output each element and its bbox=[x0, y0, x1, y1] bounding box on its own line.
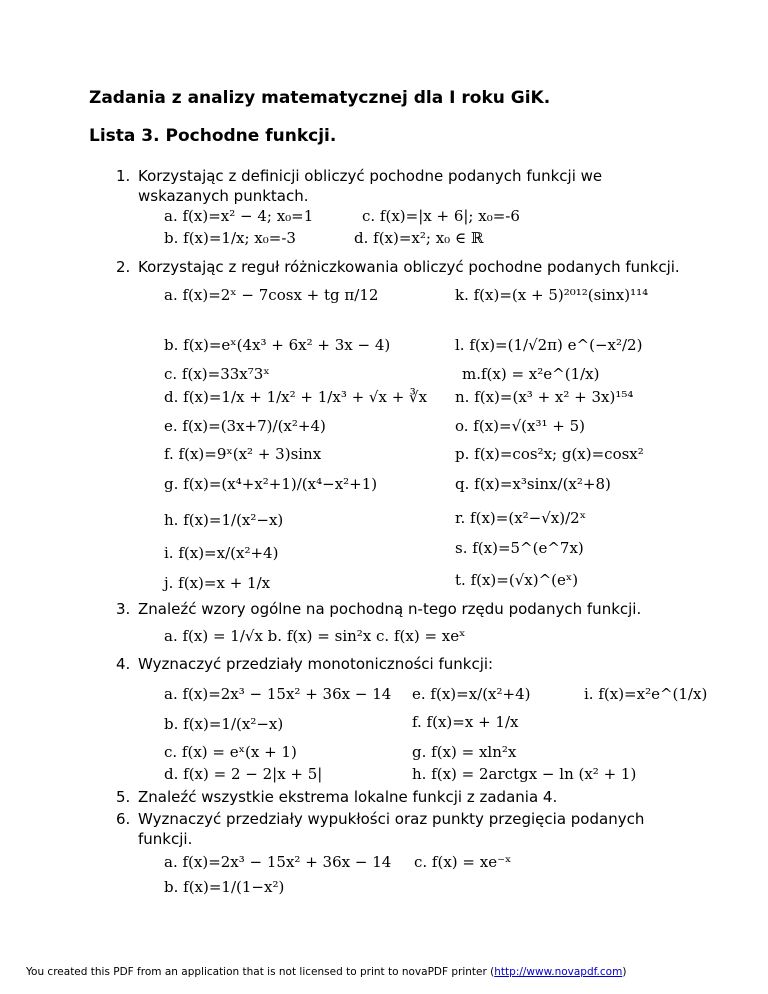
footer-end: ) bbox=[622, 966, 627, 978]
task-2-item-q: q. f(x)=x³sinx/(x²+8) bbox=[455, 475, 611, 493]
task-4-item-b: b. f(x)=1/(x²−x) bbox=[164, 715, 284, 733]
task-2-item-j: j. f(x)=x + 1/x bbox=[164, 574, 271, 592]
task-2-item-t: t. f(x)=(√x)^(eˣ) bbox=[455, 571, 579, 589]
task-6-item-a: a. f(x)=2x³ − 15x² + 36x − 14 bbox=[164, 853, 392, 871]
task-4-item-i: i. f(x)=x²e^(1/x) bbox=[584, 685, 708, 703]
task-4-item-d: d. f(x) = 2 − 2|x + 5| bbox=[164, 765, 323, 783]
document-title: Zadania z analizy matematycznej dla I roku GiK. bbox=[89, 88, 551, 108]
task-1-text-cont: wskazanych punktach. bbox=[138, 187, 309, 205]
task-2-item-d: d. f(x)=1/x + 1/x² + 1/x³ + √x + ∛x bbox=[164, 388, 428, 406]
task-3-text: Znaleźć wzory ogólne na pochodną n-tego rzędu podanych funkcji. bbox=[138, 600, 642, 618]
task-2-item-g: g. f(x)=(x⁴+x²+1)/(x⁴−x²+1) bbox=[164, 475, 378, 493]
task-4-item-g: g. f(x) = xln²x bbox=[412, 743, 517, 761]
task-2-item-n: n. f(x)=(x³ + x² + 3x)¹⁵⁴ bbox=[455, 388, 634, 406]
task-1-item-a: a. f(x)=x² − 4; x₀=1 bbox=[164, 207, 314, 225]
task-2-item-c: c. f(x)=33x⁷3ˣ bbox=[164, 365, 270, 383]
task-2-item-s: s. f(x)=5^(e^7x) bbox=[455, 539, 584, 557]
task-6-text-cont: funkcji. bbox=[138, 830, 193, 848]
task-2-item-f: f. f(x)=9ˣ(x² + 3)sinx bbox=[164, 445, 322, 463]
task-4-item-c: c. f(x) = eˣ(x + 1) bbox=[164, 743, 297, 761]
task-5-text: Znaleźć wszystkie ekstrema lokalne funkcji z zadania 4. bbox=[138, 788, 558, 806]
task-2-item-o: o. f(x)=√(x³¹ + 5) bbox=[455, 417, 585, 435]
task-2-item-i: i. f(x)=x/(x²+4) bbox=[164, 544, 279, 562]
task-2-text: Korzystając z reguł różniczkowania obliczyć pochodne podanych funkcji. bbox=[138, 258, 680, 276]
task-1-item-c: c. f(x)=|x + 6|; x₀=-6 bbox=[362, 207, 520, 225]
task-2-item-b: b. f(x)=eˣ(4x³ + 6x² + 3x − 4) bbox=[164, 336, 391, 354]
task-2-item-a: a. f(x)=2ˣ − 7cosx + tg π/12 bbox=[164, 286, 379, 304]
task-3-number: 3. bbox=[116, 600, 131, 618]
task-4-text: Wyznaczyć przedziały monotoniczności funkcji: bbox=[138, 655, 494, 673]
task-2-number: 2. bbox=[116, 258, 131, 276]
task-5-number: 5. bbox=[116, 788, 131, 806]
task-4-item-e: e. f(x)=x/(x²+4) bbox=[412, 685, 531, 703]
task-2-item-h: h. f(x)=1/(x²−x) bbox=[164, 511, 284, 529]
novapdf-link[interactable]: http://www.novapdf.com bbox=[494, 966, 623, 978]
task-1-text: Korzystając z definicji obliczyć pochodne podanych funkcji we bbox=[138, 167, 603, 185]
task-4-item-h: h. f(x) = 2arctgx − ln (x² + 1) bbox=[412, 765, 637, 783]
task-3-items: a. f(x) = 1/√x b. f(x) = sin²x c. f(x) = xeˣ bbox=[164, 627, 466, 645]
task-6-item-c: c. f(x) = xe⁻ˣ bbox=[414, 853, 512, 871]
task-2-item-l: l. f(x)=(1/√2π) e^(−x²/2) bbox=[455, 336, 643, 354]
task-2-item-p: p. f(x)=cos²x; g(x)=cosx² bbox=[455, 445, 644, 463]
task-2-item-e: e. f(x)=(3x+7)/(x²+4) bbox=[164, 417, 326, 435]
task-1-item-b: b. f(x)=1/x; x₀=-3 bbox=[164, 229, 296, 247]
task-2-item-r: r. f(x)=(x²−√x)/2ˣ bbox=[455, 509, 587, 527]
document-subtitle: Lista 3. Pochodne funkcji. bbox=[89, 126, 337, 146]
task-6-number: 6. bbox=[116, 810, 131, 828]
task-4-item-f: f. f(x)=x + 1/x bbox=[412, 713, 519, 731]
task-6-text: Wyznaczyć przedziały wypukłości oraz punkty przegięcia podanych bbox=[138, 810, 645, 828]
footer-text: You created this PDF from an application that is not licensed to print to novaPDF printer ( bbox=[26, 966, 495, 978]
task-2-item-m: m.f(x) = x²e^(1/x) bbox=[462, 365, 600, 383]
task-4-number: 4. bbox=[116, 655, 131, 673]
task-4-item-a: a. f(x)=2x³ − 15x² + 36x − 14 bbox=[164, 685, 392, 703]
license-footer bbox=[26, 966, 626, 978]
task-2-item-k: k. f(x)=(x + 5)²⁰¹²(sinx)¹¹⁴ bbox=[455, 286, 649, 304]
task-1-item-d: d. f(x)=x²; x₀ ∈ ℝ bbox=[354, 229, 484, 247]
task-1-number: 1. bbox=[116, 167, 131, 185]
task-6-item-b: b. f(x)=1/(1−x²) bbox=[164, 878, 285, 896]
